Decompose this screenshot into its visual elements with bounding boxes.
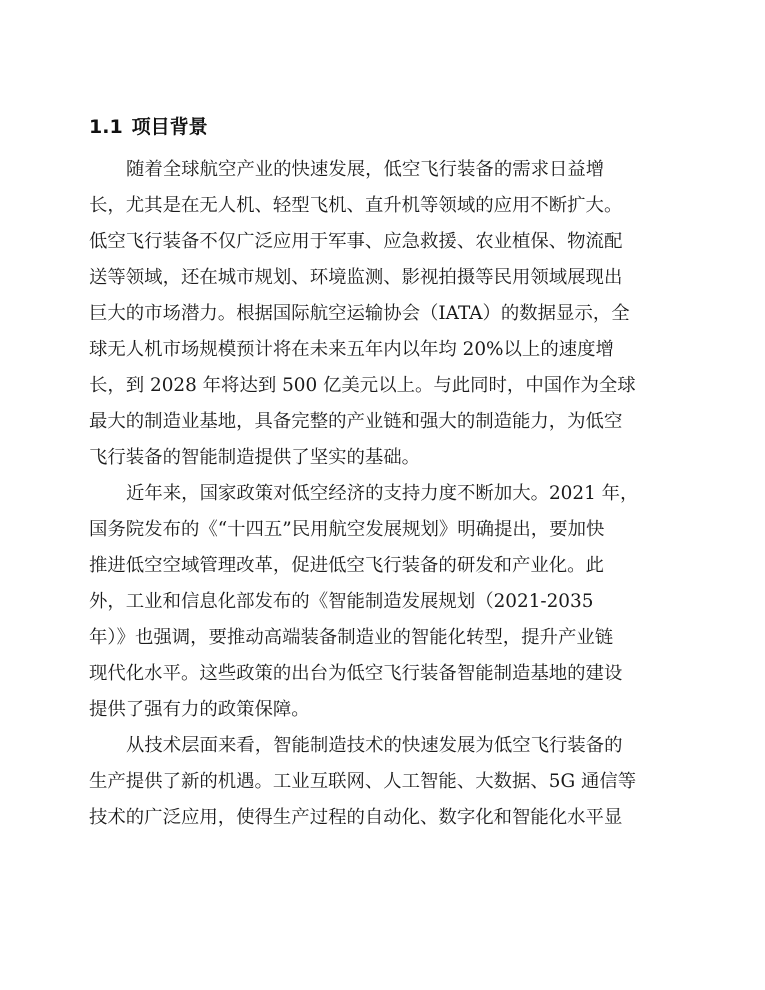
paragraph-line: 年）》也强调，要推动高端装备制造业的智能化转型，提升产业链 [89,627,614,648]
paragraph-line: 技术的广泛应用，使得生产过程的自动化、数字化和智能化水平显 [89,807,623,828]
paragraph-line: 生产提供了新的机遇。工业互联网、人工智能、大数据、5G 通信等 [89,771,637,792]
paragraph-line: 球无人机市场规模预计将在未来五年内以年均 20%以上的速度增 [89,339,614,360]
paragraph-line: 外，工业和信息化部发布的《智能制造发展规划（2021-2035 [89,591,594,612]
section-title: 项目背景 [131,116,208,138]
section-heading [89,112,208,142]
paragraph-line: 飞行装备的智能制造提供了坚实的基础。 [89,447,421,468]
paragraph-line: 提供了强有力的政策保障。 [89,699,310,720]
section-number: 1.1 [89,116,123,138]
paragraph-line: 推进低空空域管理改革，促进低空飞行装备的研发和产业化。此 [89,555,604,576]
paragraph-line: 长，尤其是在无人机、轻型飞机、直升机等领域的应用不断扩大。 [89,195,623,216]
paragraph-line: 低空飞行装备不仅广泛应用于军事、应急救援、农业植保、物流配 [89,231,623,252]
paragraph-line: 巨大的市场潜力。根据国际航空运输协会（IATA）的数据显示，全 [89,303,630,324]
paragraph-line: 最大的制造业基地，具备完整的产业链和强大的制造能力，为低空 [89,411,623,432]
paragraph-line: 现代化水平。这些政策的出台为低空飞行装备智能制造基地的建设 [89,663,623,684]
paragraph-line: 从技术层面来看，智能制造技术的快速发展为低空飞行装备的 [126,735,623,756]
paragraph-line: 近年来，国家政策对低空经济的支持力度不断加大。2021 年， [126,483,639,504]
paragraph-line: 国务院发布的《“十四五”民用航空发展规划》明确提出，要加快 [89,519,605,540]
paragraph-line: 送等领域，还在城市规划、环境监测、影视拍摄等民用领域展现出 [89,267,623,288]
paragraph-line: 长，到 2028 年将达到 500 亿美元以上。与此同时，中国作为全球 [89,375,636,396]
paragraph-line: 随着全球航空产业的快速发展，低空飞行装备的需求日益增 [126,159,605,180]
